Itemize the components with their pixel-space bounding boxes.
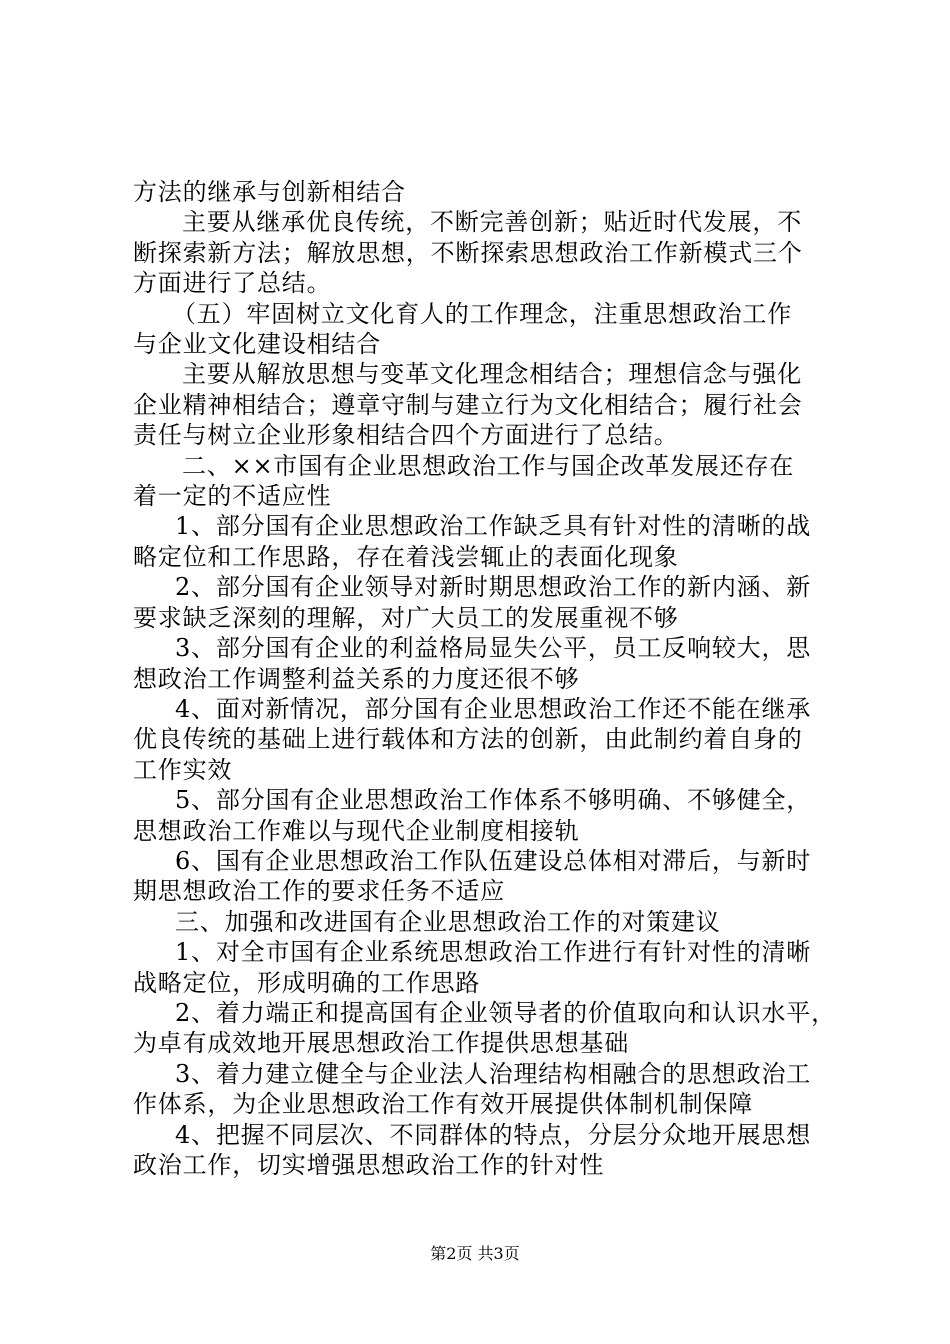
text-line: 1、对全市国有企业系统思想政治工作进行有针对性的清晰	[175, 938, 812, 966]
text-line: 略定位和工作思路，存在着浅尝辄止的表面化现象	[133, 543, 679, 571]
text-line: 战略定位，形成明确的工作思路	[133, 969, 481, 997]
text-line: 3、着力建立健全与企业法人治理结构相融合的思想政治工	[175, 1060, 812, 1088]
text-line: 优良传统的基础上进行载体和方法的创新，由此制约着自身的	[133, 725, 803, 753]
text-line: 要求缺乏深刻的理解，对广大员工的发展重视不够	[133, 604, 679, 632]
text-line: 1、部分国有企业思想政治工作缺乏具有针对性的清晰的战	[175, 512, 812, 540]
text-line: 思想政治工作难以与现代企业制度相接轨	[133, 817, 580, 845]
text-line: 作体系，为企业思想政治工作有效开展提供体制机制保障	[133, 1090, 753, 1118]
text-line: （五）牢固树立文化育人的工作理念，注重思想政治工作	[172, 300, 792, 328]
text-line: 4、面对新情况，部分国有企业思想政治工作还不能在继承	[175, 695, 812, 723]
text-line: 主要从继承优良传统，不断完善创新；贴近时代发展，不	[182, 208, 802, 236]
page-footer: 第2页 共3页	[430, 1244, 520, 1263]
text-line: 5、部分国有企业思想政治工作体系不够明确、不够健全，	[175, 786, 812, 814]
text-line: 三、加强和改进国有企业思想政治工作的对策建议	[175, 908, 721, 936]
text-line: 断探索新方法；解放思想，不断探索思想政治工作新模式三个	[133, 239, 803, 267]
text-line: 与企业文化建设相结合	[133, 330, 381, 358]
text-line: 着一定的不适应性	[133, 482, 332, 510]
text-line: 企业精神相结合；遵章守制与建立行为文化相结合；履行社会	[133, 391, 803, 419]
text-line: 为卓有成效地开展思想政治工作提供思想基础	[133, 1029, 629, 1057]
text-line: 主要从解放思想与变革文化理念相结合；理想信念与强化	[182, 360, 802, 388]
text-line: 2、部分国有企业领导对新时期思想政治工作的新内涵、新	[175, 573, 812, 601]
text-line: 想政治工作调整利益关系的力度还很不够	[133, 665, 580, 693]
text-line: 政治工作，切实增强思想政治工作的针对性	[133, 1151, 605, 1179]
text-line: 方面进行了总结。	[133, 269, 332, 297]
text-line: 责任与树立企业形象相结合四个方面进行了总结。	[133, 421, 679, 449]
text-line: 二、××市国有企业思想政治工作与国企改革发展还存在	[182, 452, 795, 480]
text-line: 3、部分国有企业的利益格局显失公平，员工反响较大，思	[175, 634, 812, 662]
text-line: 方法的继承与创新相结合	[133, 178, 406, 206]
text-line: 6、国有企业思想政治工作队伍建设总体相对滞后，与新时	[175, 847, 812, 875]
text-line: 2、着力端正和提高国有企业领导者的价值取向和认识水平，	[175, 999, 836, 1027]
text-line: 4、把握不同层次、不同群体的特点，分层分众地开展思想	[175, 1121, 812, 1149]
text-line: 工作实效	[133, 756, 233, 784]
text-line: 期思想政治工作的要求任务不适应	[133, 877, 505, 905]
